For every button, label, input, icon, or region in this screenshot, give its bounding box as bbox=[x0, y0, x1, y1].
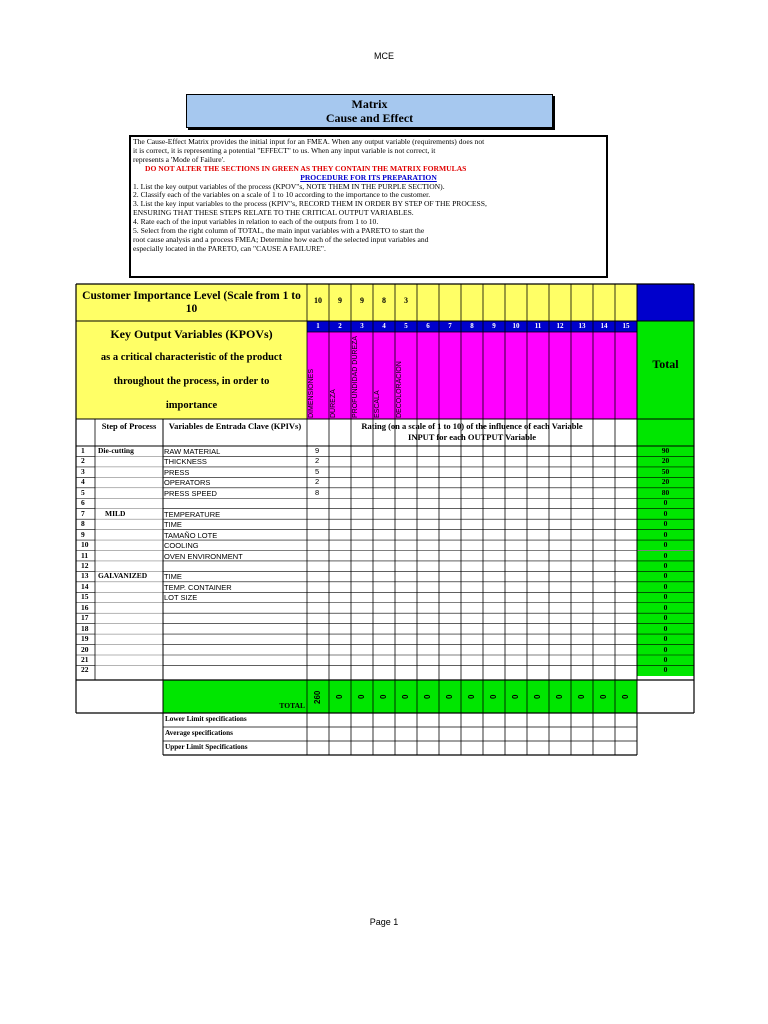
importance-value[interactable]: 9 bbox=[351, 284, 373, 321]
importance-value[interactable]: 8 bbox=[373, 284, 395, 321]
column-number: 12 bbox=[549, 321, 571, 332]
input-variable[interactable]: PRESS bbox=[164, 467, 190, 477]
kpiv-header: Variables de Entrada Clave (KPIVs) bbox=[168, 421, 302, 431]
row-total: 0 bbox=[637, 645, 694, 655]
process-step[interactable]: Die-cutting bbox=[98, 446, 134, 455]
column-total: 0 bbox=[423, 694, 432, 700]
row-total: 0 bbox=[637, 613, 694, 623]
row-total: 0 bbox=[637, 509, 694, 519]
procedure-title: PROCEDURE FOR ITS PREPARATION bbox=[300, 173, 437, 182]
column-number: 14 bbox=[593, 321, 615, 332]
input-variable[interactable]: COOLING bbox=[164, 541, 199, 551]
row-total: 90 bbox=[637, 446, 694, 456]
spec-label: Average specifications bbox=[165, 729, 233, 737]
rating-cell[interactable]: 2 bbox=[315, 456, 320, 466]
row-total: 0 bbox=[637, 624, 694, 634]
importance-value[interactable]: 3 bbox=[395, 284, 417, 321]
row-number: 3 bbox=[81, 466, 85, 476]
rating-cell[interactable]: 8 bbox=[315, 487, 320, 497]
kpov-line: throughout the process, in order to bbox=[113, 376, 270, 387]
row-total: 0 bbox=[637, 561, 694, 571]
row-number: 14 bbox=[81, 581, 89, 591]
row-number: 8 bbox=[81, 519, 85, 529]
row-total: 80 bbox=[637, 488, 694, 498]
input-variable[interactable]: TAMAÑO LOTE bbox=[164, 530, 218, 540]
column-total: 0 bbox=[555, 694, 564, 700]
row-total: 20 bbox=[637, 456, 694, 466]
row-total: 0 bbox=[637, 530, 694, 540]
column-total: 0 bbox=[621, 694, 630, 700]
row-number: 7 bbox=[81, 508, 85, 518]
page-footer: Page 1 bbox=[369, 917, 399, 927]
input-variable[interactable]: TIME bbox=[164, 520, 182, 530]
row-total: 0 bbox=[637, 665, 694, 675]
output-variable-label: DECOLORACION bbox=[396, 361, 403, 418]
input-variable[interactable]: THICKNESS bbox=[164, 457, 207, 467]
row-total: 0 bbox=[637, 592, 694, 602]
instruction-step: 5. Select from the right column of TOTAL, the main input variables with a PARETO to start the bbox=[133, 227, 425, 236]
input-variable[interactable]: TIME bbox=[164, 572, 182, 582]
rating-header-line: INPUT for each OUTPUT Variable bbox=[408, 432, 536, 442]
row-number: 18 bbox=[81, 623, 89, 633]
step-header: Step of Process bbox=[101, 421, 157, 431]
row-total: 0 bbox=[637, 571, 694, 581]
row-number: 10 bbox=[81, 540, 89, 550]
column-total: 0 bbox=[511, 694, 520, 700]
row-total: 0 bbox=[637, 519, 694, 529]
row-number: 21 bbox=[81, 655, 89, 664]
output-variable-label: ESCALA bbox=[374, 390, 381, 418]
title-line-1: Matrix bbox=[351, 97, 388, 111]
instruction-step: 3. List the key input variables to the process (KPIV"s, RECORD THEM IN ORDER BY STEP OF THE PROCESS, bbox=[133, 200, 487, 209]
instruction-line: represents a 'Mode of Failure'. bbox=[133, 155, 225, 164]
row-total: 20 bbox=[637, 477, 694, 487]
column-number: 5 bbox=[395, 321, 417, 332]
column-number: 9 bbox=[483, 321, 505, 332]
column-number: 2 bbox=[329, 321, 351, 332]
kpov-title: Key Output Variables (KPOVs) bbox=[110, 327, 273, 341]
input-variable[interactable]: TEMP. CONTAINER bbox=[164, 582, 232, 592]
row-total: 0 bbox=[637, 540, 694, 550]
column-number: 1 bbox=[307, 321, 329, 332]
process-step[interactable]: GALVANIZED bbox=[98, 571, 148, 581]
instruction-step: 4. Rate each of the input variables in relation to each of the outputs from 1 to 10. bbox=[133, 218, 379, 227]
instruction-line: The Cause-Effect Matrix provides the initial input for an FMEA. When any output variable (requirements) does not bbox=[133, 138, 485, 146]
column-total: 0 bbox=[489, 694, 498, 700]
instruction-step: 2. Classify each of the variables on a scale of 1 to 10 according to the importance to the customer. bbox=[133, 191, 431, 200]
row-number: 20 bbox=[81, 644, 89, 654]
rating-cell[interactable]: 9 bbox=[315, 446, 320, 455]
rating-cell[interactable]: 5 bbox=[315, 466, 320, 476]
column-number: 11 bbox=[527, 321, 549, 332]
column-number: 3 bbox=[351, 321, 373, 332]
row-number: 11 bbox=[81, 550, 89, 560]
input-variable[interactable]: OVEN ENVIRONMENT bbox=[164, 551, 243, 561]
instruction-step: 1. List the key output variables of the process (KPOV"s, NOTE THEM IN THE PURPLE SECTION). bbox=[133, 182, 445, 191]
row-number: 2 bbox=[81, 456, 85, 466]
row-total: 0 bbox=[637, 582, 694, 592]
row-total: 0 bbox=[637, 603, 694, 613]
input-variable[interactable]: LOT SIZE bbox=[164, 593, 198, 603]
row-number: 4 bbox=[81, 477, 85, 487]
warning-text: DO NOT ALTER THE SECTIONS IN GREEN AS THEY CONTAIN THE MATRIX FORMULAS bbox=[145, 164, 467, 173]
spec-label: Lower Limit specifications bbox=[165, 715, 247, 723]
row-total: 0 bbox=[637, 655, 694, 665]
row-number: 13 bbox=[81, 571, 89, 581]
page-header: MCE bbox=[374, 51, 394, 61]
input-variable[interactable]: OPERATORS bbox=[164, 478, 211, 488]
column-total: 0 bbox=[533, 694, 542, 700]
input-variable[interactable]: PRESS SPEED bbox=[164, 488, 217, 498]
row-number: 12 bbox=[81, 560, 89, 570]
column-number: 4 bbox=[373, 321, 395, 332]
output-variable-label: DUREZA bbox=[330, 389, 337, 418]
column-total: 0 bbox=[401, 694, 410, 700]
row-total: 50 bbox=[637, 467, 694, 477]
spec-label: Upper Limit Specifications bbox=[165, 743, 248, 751]
column-total: 0 bbox=[577, 694, 586, 700]
row-number: 22 bbox=[81, 665, 89, 675]
row-total: 0 bbox=[637, 498, 694, 508]
column-number: 7 bbox=[439, 321, 461, 332]
column-total: 0 bbox=[445, 694, 454, 700]
instruction-step: ENSURING THAT THESE STEPS RELATE TO THE CRITICAL OUTPUT VARIABLES. bbox=[133, 209, 414, 218]
output-variable-label: PROFUNDIDAD DUREZA bbox=[352, 335, 359, 418]
importance-value[interactable]: 9 bbox=[329, 284, 351, 321]
input-variable[interactable]: RAW MATERIAL bbox=[164, 447, 221, 456]
customer-importance-label: Customer Importance Level (Scale from 1 to 10 bbox=[76, 284, 307, 321]
column-number: 15 bbox=[615, 321, 637, 332]
column-total: 0 bbox=[357, 694, 366, 700]
column-total: 0 bbox=[379, 694, 388, 700]
row-number: 16 bbox=[81, 602, 89, 612]
kpov-line: as a critical characteristic of the product bbox=[100, 352, 283, 363]
importance-value[interactable]: 10 bbox=[307, 284, 329, 321]
row-number: 1 bbox=[81, 446, 85, 455]
column-total: 0 bbox=[335, 694, 344, 700]
column-total: 260 bbox=[313, 690, 322, 704]
column-total: 0 bbox=[599, 694, 608, 700]
title-line-2: Cause and Effect bbox=[325, 111, 414, 125]
row-number: 15 bbox=[81, 592, 89, 602]
column-number: 6 bbox=[417, 321, 439, 332]
process-step[interactable]: MILD bbox=[105, 508, 126, 518]
total-header-label: Total bbox=[652, 357, 679, 371]
instruction-step: root cause analysis and a process FMEA; Determine how each of the selected input variables and bbox=[133, 235, 429, 244]
total-row-label: TOTAL bbox=[279, 701, 305, 710]
row-total: 0 bbox=[637, 551, 694, 561]
output-variable-label: DIMENSIONES bbox=[308, 368, 315, 418]
row-number: 9 bbox=[81, 529, 85, 539]
row-number: 5 bbox=[81, 487, 85, 497]
kpov-line: importance bbox=[165, 400, 218, 411]
row-number: 6 bbox=[81, 498, 85, 508]
input-variable[interactable]: TEMPERATURE bbox=[164, 509, 221, 519]
row-number: 19 bbox=[81, 634, 89, 644]
column-total: 0 bbox=[467, 694, 476, 700]
instruction-line: it is correct, it is representing a potential "EFFECT" to us. When any input variable is not correct, it bbox=[133, 146, 436, 155]
row-number: 17 bbox=[81, 613, 89, 623]
column-number: 10 bbox=[505, 321, 527, 332]
rating-cell[interactable]: 2 bbox=[315, 477, 320, 487]
row-total: 0 bbox=[637, 634, 694, 644]
column-number: 8 bbox=[461, 321, 483, 332]
instruction-step: especially located in the PARETO, can "CAUSE A FAILURE". bbox=[133, 244, 326, 253]
column-number: 13 bbox=[571, 321, 593, 332]
rating-header-line: Rating (on a scale of 1 to 10) of the influence of each Variable bbox=[361, 421, 583, 431]
